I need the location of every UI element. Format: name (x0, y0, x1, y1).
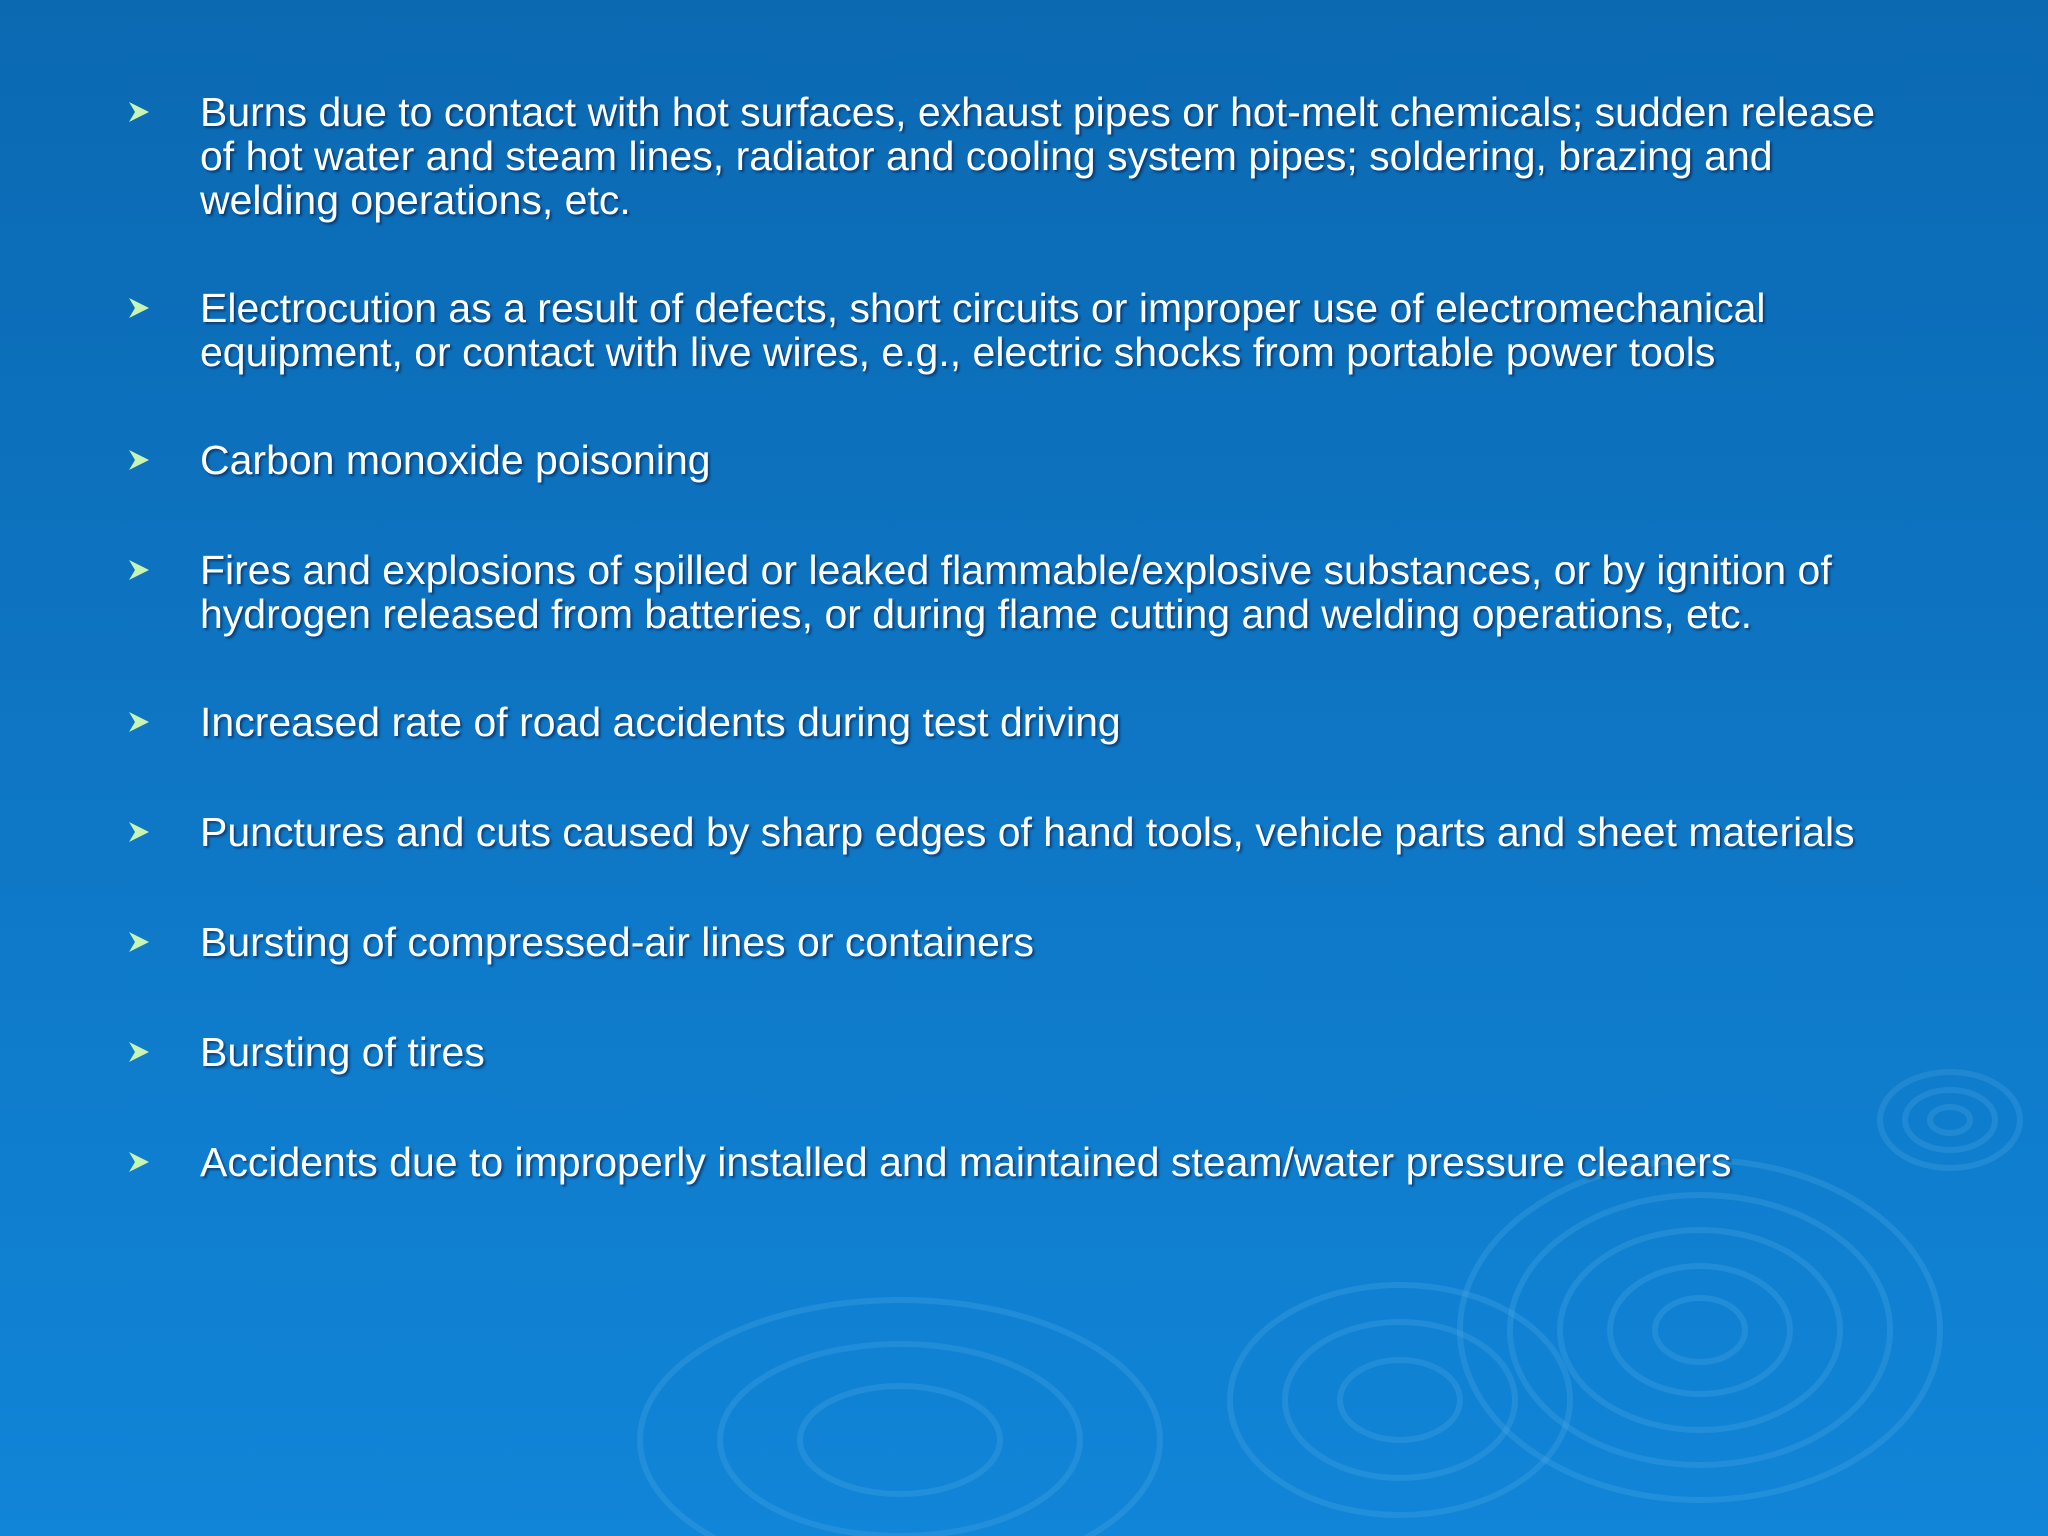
bullet-item-pressure-cleaners (118, 1140, 1918, 1184)
bullet-item-carbon-monoxide (118, 438, 1918, 482)
bullet-item-punctures-cuts (118, 810, 1918, 854)
arrowhead-icon (128, 1151, 150, 1173)
bullet-text: Burns due to contact with hot surfaces, exhaust pipes or hot-melt chemicals; sudden release of hot water and steam lines, radiator and cooling system pipes; soldering, brazing and welding operations, etc. (200, 89, 1876, 223)
bullet-text: Accidents due to improperly installed and maintained steam/water pressure cleaners (200, 1139, 1732, 1185)
bullet-item-road-accidents (118, 700, 1918, 744)
arrowhead-icon (128, 101, 150, 123)
bullet-text: Fires and explosions of spilled or leaked flammable/explosive substances, or by ignition of hydrogen released from batteries, or during flame cutting and welding operations, etc. (200, 547, 1832, 637)
bullet-text: Increased rate of road accidents during test driving (200, 699, 1121, 745)
arrowhead-icon (128, 821, 150, 843)
bullet-item-burns (118, 90, 1918, 222)
bullet-item-tires (118, 1030, 1918, 1074)
bullet-item-electrocution (118, 286, 1918, 374)
bullet-item-fires-explosions (118, 548, 1918, 636)
bullet-item-compressed-air (118, 920, 1918, 964)
bullet-text: Punctures and cuts caused by sharp edges of hand tools, vehicle parts and sheet materials (200, 809, 1855, 855)
arrowhead-icon (128, 931, 150, 953)
arrowhead-icon (128, 449, 150, 471)
bullet-text: Carbon monoxide poisoning (200, 437, 711, 483)
bullet-list (118, 90, 1918, 1184)
bullet-text: Bursting of compressed-air lines or containers (200, 919, 1035, 965)
arrowhead-icon (128, 711, 150, 733)
bullet-text: Electrocution as a result of defects, short circuits or improper use of electromechanical equipment, or contact with live wires, e.g., electric shocks from portable power tools (200, 285, 1766, 375)
arrowhead-icon (128, 297, 150, 319)
bullet-text: Bursting of tires (200, 1029, 485, 1075)
arrowhead-icon (128, 1041, 150, 1063)
arrowhead-icon (128, 559, 150, 581)
